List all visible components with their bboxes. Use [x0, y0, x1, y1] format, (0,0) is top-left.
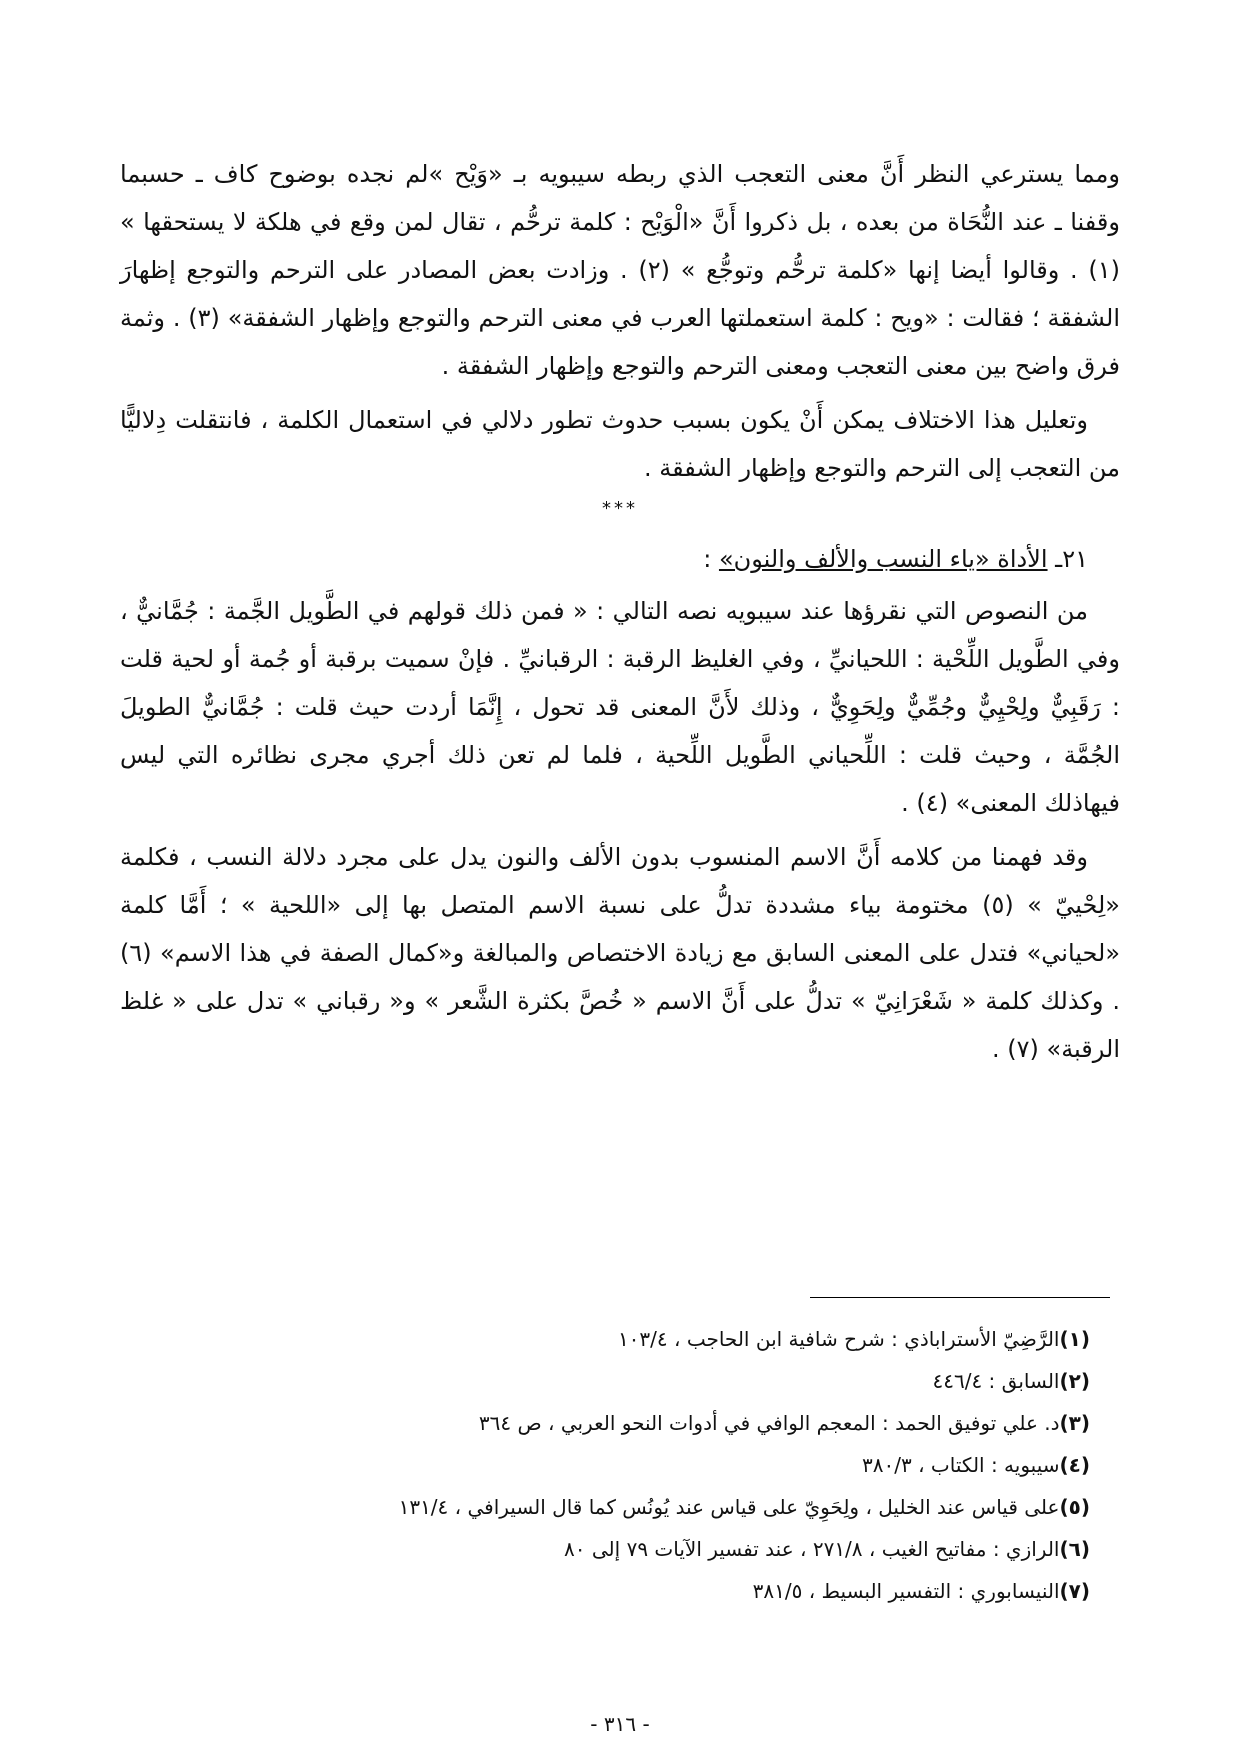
footnote-7: (٧)النيسابوري : التفسير البسيط ، ٣٨١/٥	[752, 1579, 1090, 1603]
heading-suffix: :	[703, 545, 719, 573]
footnote-3: (٣)د. علي توفيق الحمد : المعجم الوافي في أدوات النحو العربي ، ص ٣٦٤	[478, 1411, 1090, 1435]
footnote-6: (٦)الرازي : مفاتيح الغيب ، ٢٧١/٨ ، عند تفسير الآيات ٧٩ إلى ٨٠	[564, 1537, 1090, 1561]
footnotes	[120, 1318, 1090, 1612]
paragraph-1: ومما يسترعي النظر أَنَّ معنى التعجب الذي ربطه سيبويه بـ «وَيْح »لم نجده بوضوح كاف ـ حسبما وقفنا ـ عند النُّحَاة من بعده ، بل ذكروا أَنَّ «الْوَيْح : كلمة ترحُّم ، تقال لمن وقع في هلكة لا يستحقها » (١) . وقالوا أيضا إنها «كلمة ترحُّم وتوجُّع » (٢) . وزادت بعض المصادر على الترحم والتوجع إظهارَ الشفقة ؛ فقالت : «ويح : كلمة استعملتها العرب في معنى الترحم والتوجع وإظهار الشفقة» (٣) . وثمة فرق واضح بين معنى التعجب ومعنى الترحم والتوجع وإظهار الشفقة .	[120, 160, 1121, 380]
heading-prefix: ٢١ـ	[1047, 545, 1088, 573]
paragraph-2: وتعليل هذا الاختلاف يمكن أَنْ يكون بسبب حدوث تطور دلالي في استعمال الكلمة ، فانتقلت دِلاليًّا من التعجب إلى الترحم والتوجع وإظهار الشفقة .	[120, 406, 1120, 482]
footnote-divider	[810, 1297, 1110, 1298]
section-separator: ***	[602, 498, 638, 519]
footnote-4: (٤)سيبويه : الكتاب ، ٣٨٠/٣	[862, 1453, 1090, 1477]
page-body	[120, 150, 1120, 1079]
page-number: - ٣١٦ -	[590, 1712, 650, 1736]
footnote-2: (٢)السابق : ٤٤٦/٤	[932, 1369, 1090, 1393]
paragraph-3: من النصوص التي نقرؤها عند سيبويه نصه التالي : « فمن ذلك قولهم في الطَّويل الجَّمة : جُمَّانيٌّ ، وفي الطَّويل اللِّحْية : اللحيانيِّ ، وفي الغليظ الرقبة : الرقبانيِّ . فإنْ سميت برقبة أو جُمة أو لحية قلت : رَقَبِيٌّ ولِحْيِيٌّ وجُمِّيٌّ ولِحَوِيٌّ ، وذلك لأَنَّ المعنى قد تحول ، إِنَّمَا أردت حيث قلت : جُمَّانيٌّ الطويلَ الجُمَّة ، وحيث قلت : اللِّحياني الطَّويل اللِّحية ، فلما لم تعن ذلك أجري مجرى نظائره التي ليس فيهاذلك المعنى» (٤) .	[120, 597, 1120, 817]
heading-title: الأداة «ياء النسب والألف والنون»	[718, 545, 1048, 573]
paragraph-4: وقد فهمنا من كلامه أَنَّ الاسم المنسوب بدون الألف والنون يدل على مجرد دلالة النسب ، فكلمة «لِحْييّ » (٥) مختومة بياء مشددة تدلُّ على نسبة الاسم المتصل بها إلى «اللحية » ؛ أَمَّا كلمة «لحياني» فتدل على المعنى السابق مع زيادة الاختصاص والمبالغة و«كمال الصفة في هذا الاسم» (٦) . وكذلك كلمة « شَعْرَانِيّ » تدلُّ على أَنَّ الاسم « خُصَّ بكثرة الشَّعر » و« رقباني » تدل على « غلظ الرقبة» (٧) .	[120, 843, 1120, 1063]
footnote-5: (٥)على قياس عند الخليل ، ولِحَوِيّ على قياس عند يُونُس كما قال السيرافي ، ١٣١/٤	[398, 1495, 1090, 1519]
footnote-1: (١)الرَّضِيّ الأستراباذي : شرح شافية ابن الحاجب ، ١٠٣/٤	[617, 1327, 1090, 1351]
section-heading	[120, 535, 1120, 583]
